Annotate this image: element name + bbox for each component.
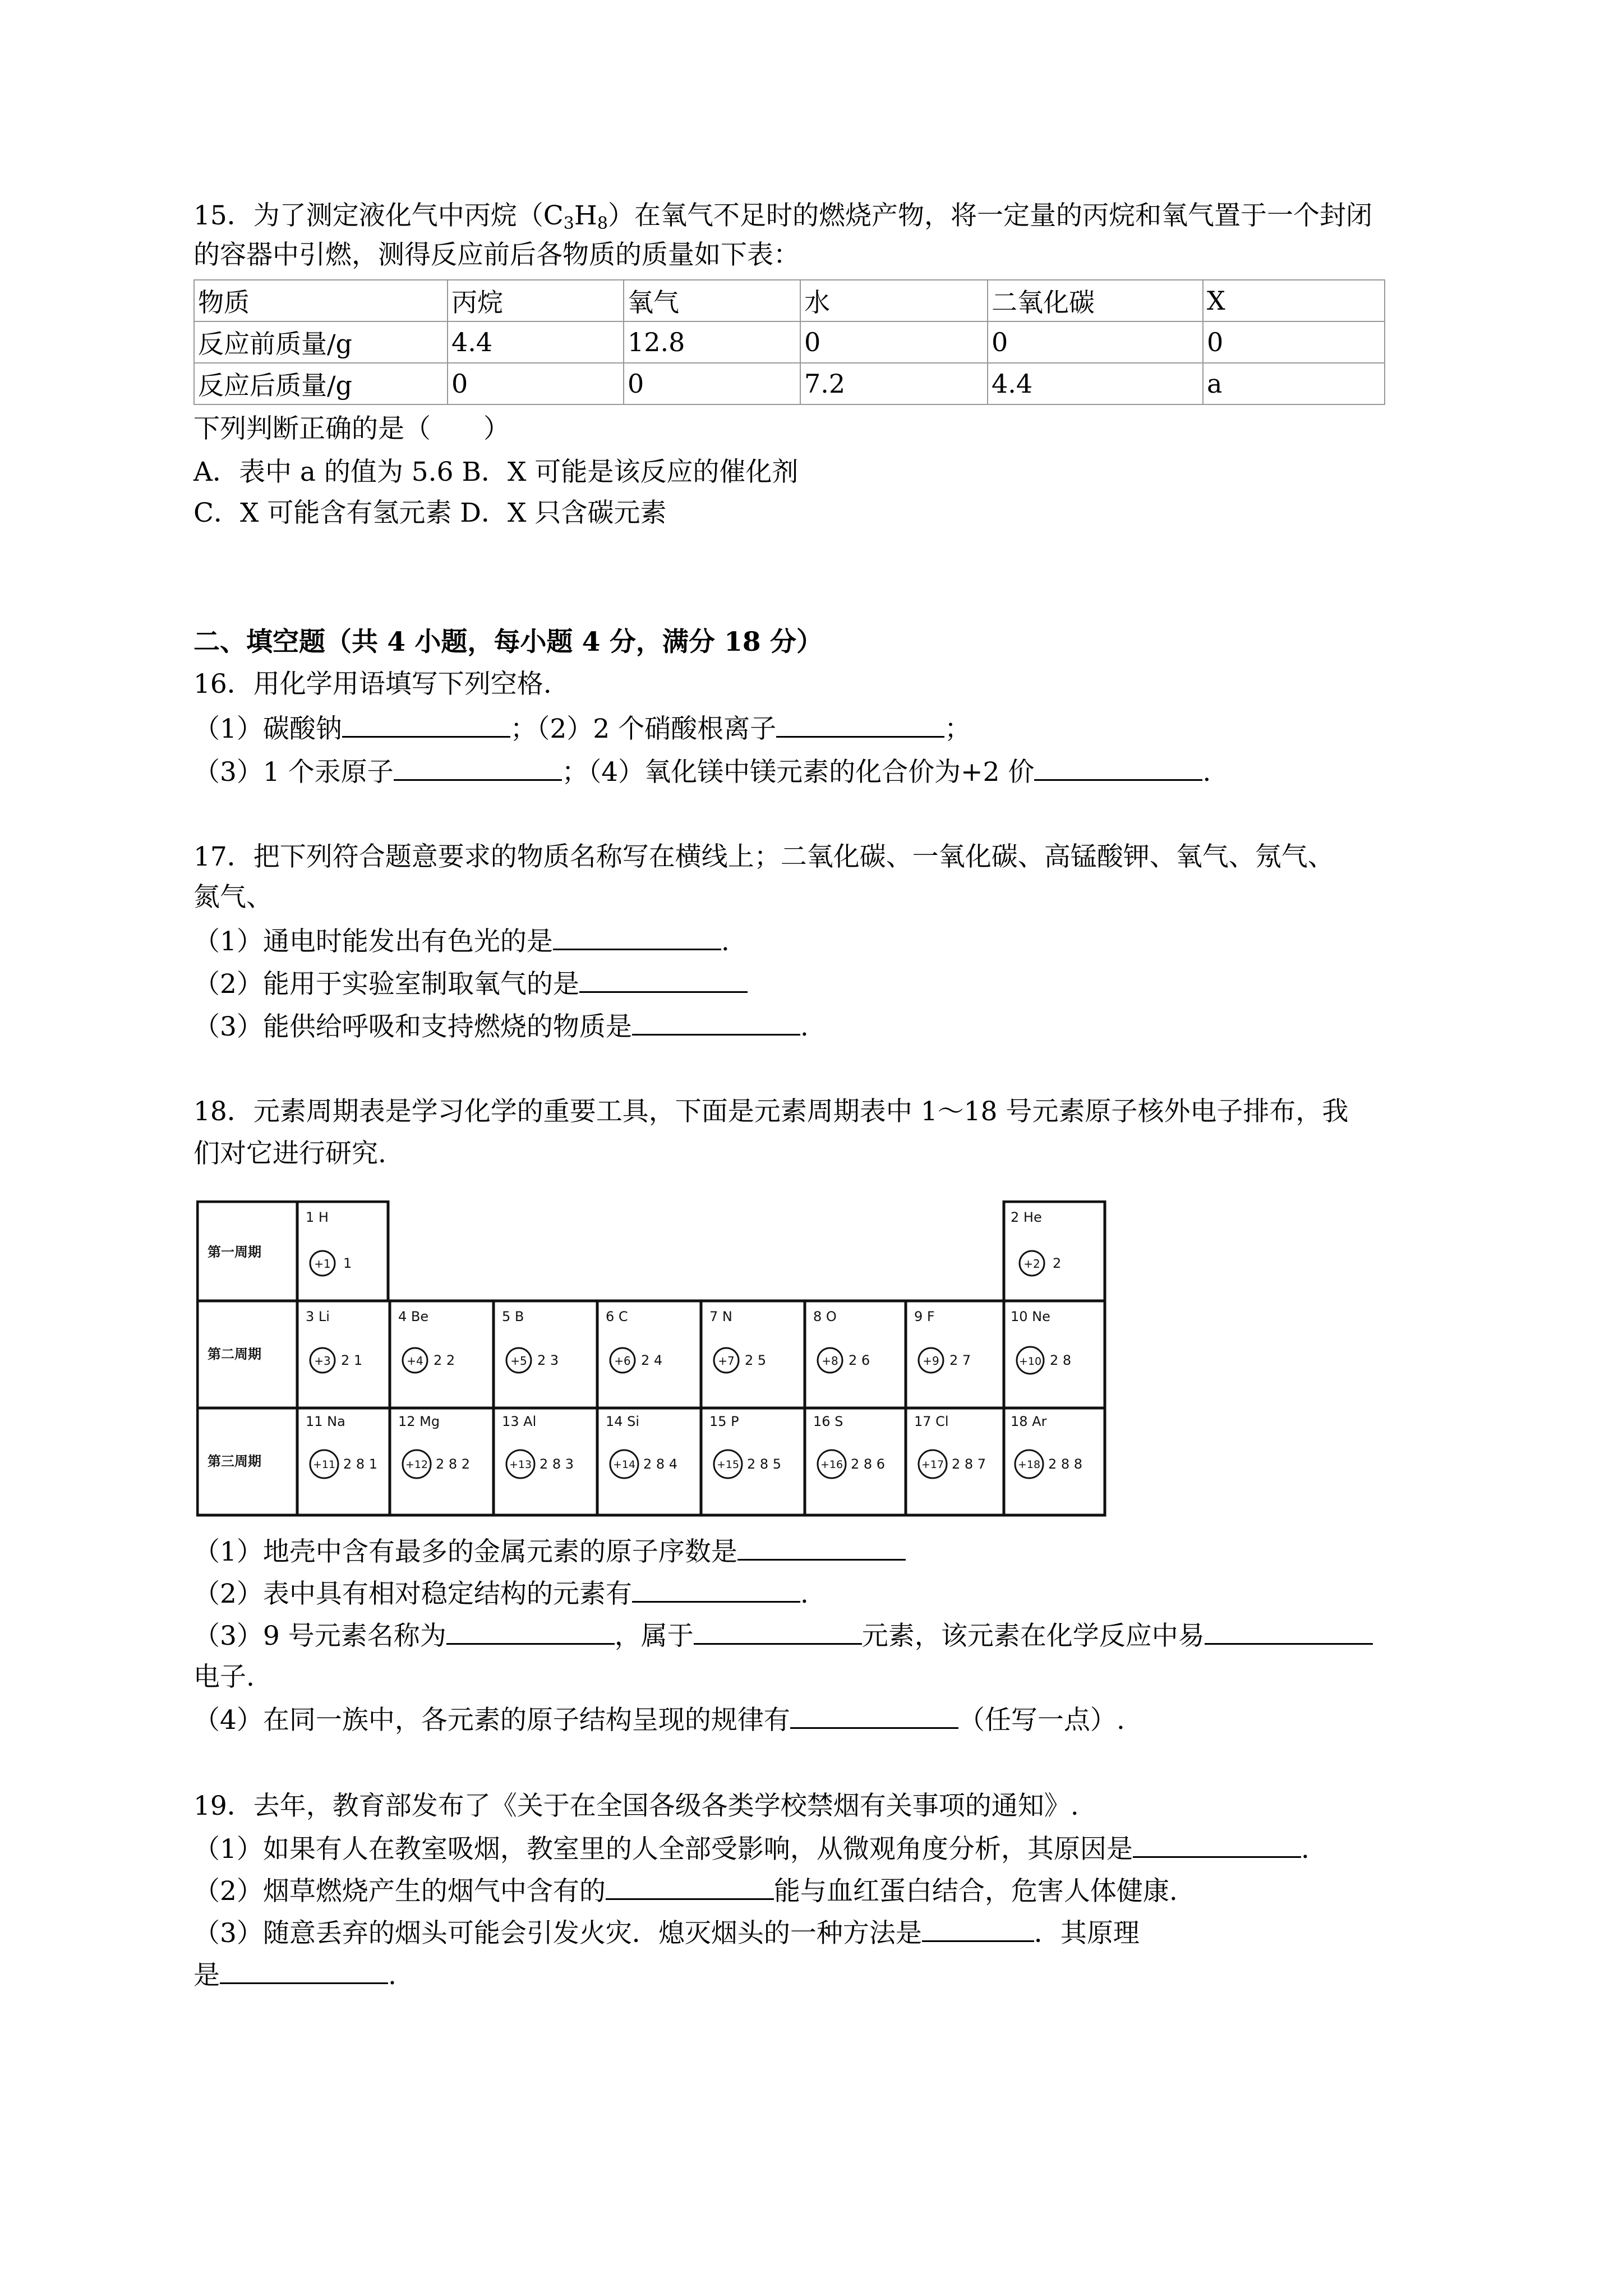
table-cell: 0 [624, 363, 800, 404]
table-cell: a [1203, 363, 1385, 404]
q17-stem-line1: 17．把下列符合题意要求的物质名称写在横线上；二氧化碳、一氧化碳、高锰酸钾、氧气、氖气、 [193, 841, 1334, 872]
table-cell: 4.4 [988, 363, 1203, 404]
element-cells [306, 1209, 1082, 1478]
svg-text:2: 2 [1053, 1255, 1062, 1271]
q15-formula-h: H [574, 200, 597, 231]
svg-text:11 Na: 11 Na [306, 1414, 345, 1429]
answer-blank[interactable] [342, 711, 510, 738]
q17-part2: （2）能用于实验室制取氧气的是 [193, 967, 748, 1001]
svg-text:8 O: 8 O [813, 1309, 837, 1324]
element-cell-cl [914, 1414, 986, 1478]
svg-text:12 Mg: 12 Mg [398, 1414, 440, 1429]
svg-text:9 F: 9 F [914, 1309, 935, 1324]
svg-text:+15: +15 [716, 1458, 740, 1471]
table-cell: 12.8 [624, 321, 800, 363]
svg-text:+18: +18 [1017, 1458, 1041, 1471]
svg-text:+17: +17 [921, 1458, 944, 1471]
svg-text:7 N: 7 N [709, 1309, 732, 1324]
svg-text:2 8 3: 2 8 3 [540, 1456, 574, 1472]
element-cell-mg [398, 1414, 470, 1478]
svg-text:+8: +8 [822, 1354, 838, 1368]
answer-blank[interactable] [1133, 1832, 1301, 1858]
answer-blank[interactable] [394, 754, 562, 781]
svg-text:2 8 7: 2 8 7 [952, 1456, 986, 1472]
answer-blank[interactable] [1205, 1618, 1373, 1645]
answer-blank[interactable] [632, 1009, 800, 1036]
element-cell-p [709, 1414, 781, 1478]
svg-text:2 8: 2 8 [1050, 1352, 1072, 1368]
element-cell-b [502, 1309, 559, 1373]
table-cell: 反应后质量/g [194, 363, 448, 404]
period-label: 第三周期 [208, 1453, 261, 1469]
svg-text:15 P: 15 P [709, 1414, 739, 1429]
svg-text:18 Ar: 18 Ar [1011, 1414, 1047, 1429]
q15-stem-line1 [193, 199, 1372, 233]
element-cell-ar [1011, 1414, 1082, 1478]
svg-text:+2: +2 [1023, 1257, 1040, 1271]
svg-text:2 3: 2 3 [537, 1352, 559, 1368]
table-row [194, 321, 1385, 363]
svg-text:2 8 2: 2 8 2 [436, 1456, 471, 1472]
answer-blank[interactable] [579, 967, 748, 993]
svg-text:+10: +10 [1018, 1355, 1042, 1368]
svg-text:+14: +14 [612, 1458, 636, 1471]
answer-blank[interactable] [632, 1576, 800, 1603]
svg-text:+1: +1 [314, 1257, 331, 1271]
q18-part3: （3）9 号元素名称为 ，属于 元素，该元素在化学反应中易 [193, 1618, 1373, 1653]
table-cell: 0 [1203, 321, 1385, 363]
svg-text:2 7: 2 7 [949, 1352, 971, 1368]
q15-options-line1: A．表中 a 的值为 5.6 B．X 可能是该反应的催化剂 [193, 457, 799, 487]
svg-text:+9: +9 [923, 1354, 939, 1368]
svg-text:10 Ne: 10 Ne [1011, 1309, 1050, 1324]
svg-text:2 8 1: 2 8 1 [343, 1456, 378, 1472]
element-cell-be [398, 1309, 455, 1373]
q15-stem-line2: 的容器中引燃，测得反应前后各物质的质量如下表： [193, 240, 800, 270]
svg-text:+6: +6 [614, 1354, 631, 1368]
svg-text:2 8 4: 2 8 4 [643, 1456, 678, 1472]
q16-stem: 16．用化学用语填写下列空格. [193, 669, 552, 700]
q17-part1: （1）通电时能发出有色光的是 . [193, 924, 730, 959]
table-header-cell: X [1203, 280, 1385, 321]
q18-part2: （2）表中具有相对稳定结构的元素有 . [193, 1576, 809, 1611]
answer-blank[interactable] [606, 1874, 774, 1900]
svg-text:+13: +13 [509, 1458, 532, 1471]
q15-subscript-3: 3 [563, 214, 574, 233]
q15-stem-part-a: 15．为了测定液化气中丙烷（C [193, 200, 564, 231]
svg-text:2 8 8: 2 8 8 [1048, 1456, 1083, 1472]
q19-part3-cont: 是 . [193, 1958, 396, 1993]
q15-subscript-8: 8 [597, 214, 608, 233]
svg-text:2 2: 2 2 [434, 1352, 455, 1368]
element-cell-h [306, 1209, 352, 1276]
element-cell-c [606, 1309, 662, 1373]
q15-question: 下列判断正确的是（ ） [193, 413, 510, 444]
answer-blank[interactable] [776, 711, 944, 738]
q16-line2: （3）1 个汞原子 ；（4）氧化镁中镁元素的化合价为+2 价 . [193, 754, 1211, 789]
q19-part2: （2）烟草燃烧产生的烟气中含有的 能与血红蛋白结合，危害人体健康. [193, 1874, 1178, 1908]
svg-text:+3: +3 [314, 1354, 331, 1368]
element-cell-ne [1011, 1309, 1071, 1374]
svg-text:2 4: 2 4 [641, 1352, 663, 1368]
svg-text:5 B: 5 B [502, 1309, 524, 1324]
answer-blank[interactable] [553, 924, 721, 950]
q18-part4: （4）在同一族中，各元素的原子结构呈现的规律有 （任写一点）. [193, 1703, 1125, 1737]
answer-blank[interactable] [1034, 754, 1202, 781]
q18-stem-line2: 们对它进行研究. [193, 1138, 386, 1169]
q18-stem-line1: 18．元素周期表是学习化学的重要工具，下面是元素周期表中 1～18 号元素原子核外电子排布，我 [193, 1096, 1349, 1127]
q19-part1: （1）如果有人在教室吸烟，教室里的人全部受影响，从微观角度分析，其原因是 . [193, 1832, 1310, 1866]
svg-text:+4: +4 [407, 1354, 423, 1368]
q19-part3: （3）随意丢弃的烟头可能会引发火灾．熄灭烟头的一种方法是 ．其原理 [193, 1916, 1140, 1950]
svg-text:+5: +5 [510, 1354, 527, 1368]
svg-text:2 8 6: 2 8 6 [851, 1456, 886, 1472]
element-cell-f [914, 1309, 971, 1373]
element-cell-s [813, 1414, 885, 1478]
svg-text:17 Cl: 17 Cl [914, 1414, 949, 1429]
answer-blank[interactable] [790, 1703, 958, 1729]
table-row [194, 363, 1385, 404]
q15-stem-part-b: ）在氧气不足时的燃烧产物，将一定量的丙烷和氧气置于一个封闭 [607, 200, 1372, 231]
answer-blank[interactable] [737, 1534, 906, 1561]
q16-line1: （1）碳酸钠 ；（2）2 个硝酸根离子 ； [193, 711, 971, 746]
mass-table [193, 279, 1385, 405]
period-label: 第一周期 [208, 1244, 261, 1260]
element-cell-al [502, 1414, 574, 1478]
svg-text:+16: +16 [820, 1458, 843, 1471]
answer-blank[interactable] [922, 1916, 1034, 1942]
element-cell-he [1011, 1209, 1061, 1276]
svg-text:+11: +11 [312, 1458, 336, 1471]
table-cell: 4.4 [448, 321, 624, 363]
period-label: 第二周期 [208, 1346, 261, 1362]
q19-stem: 19．去年，教育部发布了《关于在全国各级各类学校禁烟有关事项的通知》. [193, 1791, 1079, 1821]
q18-part1: （1）地壳中含有最多的金属元素的原子序数是 [193, 1534, 906, 1569]
table-cell: 0 [800, 321, 988, 363]
element-cell-na [306, 1414, 377, 1478]
element-cell-n [709, 1309, 766, 1373]
table-header-cell: 二氧化碳 [988, 280, 1203, 321]
table-cell: 0 [448, 363, 624, 404]
answer-blank[interactable] [220, 1958, 388, 1984]
svg-text:2 5: 2 5 [745, 1352, 767, 1368]
element-cell-li [306, 1309, 362, 1373]
table-cell: 0 [988, 321, 1203, 363]
svg-text:2 1: 2 1 [341, 1352, 363, 1368]
table-cell: 7.2 [800, 363, 988, 404]
answer-blank[interactable] [446, 1618, 615, 1645]
svg-text:1: 1 [343, 1255, 352, 1271]
table-header-cell: 氧气 [624, 280, 800, 321]
table-cell: 反应前质量/g [194, 321, 448, 363]
answer-blank[interactable] [694, 1618, 862, 1645]
table-header-row [194, 280, 1385, 321]
svg-text:3 Li: 3 Li [306, 1309, 330, 1324]
svg-text:1 H: 1 H [306, 1209, 329, 1225]
element-cell-si [606, 1414, 677, 1478]
table-header-cell: 水 [800, 280, 988, 321]
q17-part3: （3）能供给呼吸和支持燃烧的物质是 . [193, 1009, 809, 1044]
table-header-cell: 物质 [194, 280, 448, 321]
q17-stem-line2: 氮气、 [193, 882, 273, 913]
periodic-table-figure [196, 1200, 1113, 1519]
svg-text:16 S: 16 S [813, 1414, 843, 1429]
q18-part3-cont: 电子. [193, 1662, 255, 1692]
svg-text:4 Be: 4 Be [398, 1309, 429, 1324]
svg-text:6 C: 6 C [606, 1309, 628, 1324]
svg-text:13 Al: 13 Al [502, 1414, 537, 1429]
svg-text:2 He: 2 He [1011, 1209, 1042, 1225]
q15-options-line2: C．X 可能含有氢元素 D．X 只含碳元素 [193, 498, 667, 528]
element-cell-o [813, 1309, 870, 1373]
svg-text:+7: +7 [718, 1354, 735, 1368]
svg-text:14 Si: 14 Si [606, 1414, 640, 1429]
table-header-cell: 丙烷 [448, 280, 624, 321]
svg-text:+12: +12 [405, 1458, 428, 1471]
svg-text:2 6: 2 6 [849, 1352, 870, 1368]
section-title: 二、填空题（共 4 小题，每小题 4 分，满分 18 分） [193, 627, 823, 657]
svg-text:2 8 5: 2 8 5 [747, 1456, 782, 1472]
